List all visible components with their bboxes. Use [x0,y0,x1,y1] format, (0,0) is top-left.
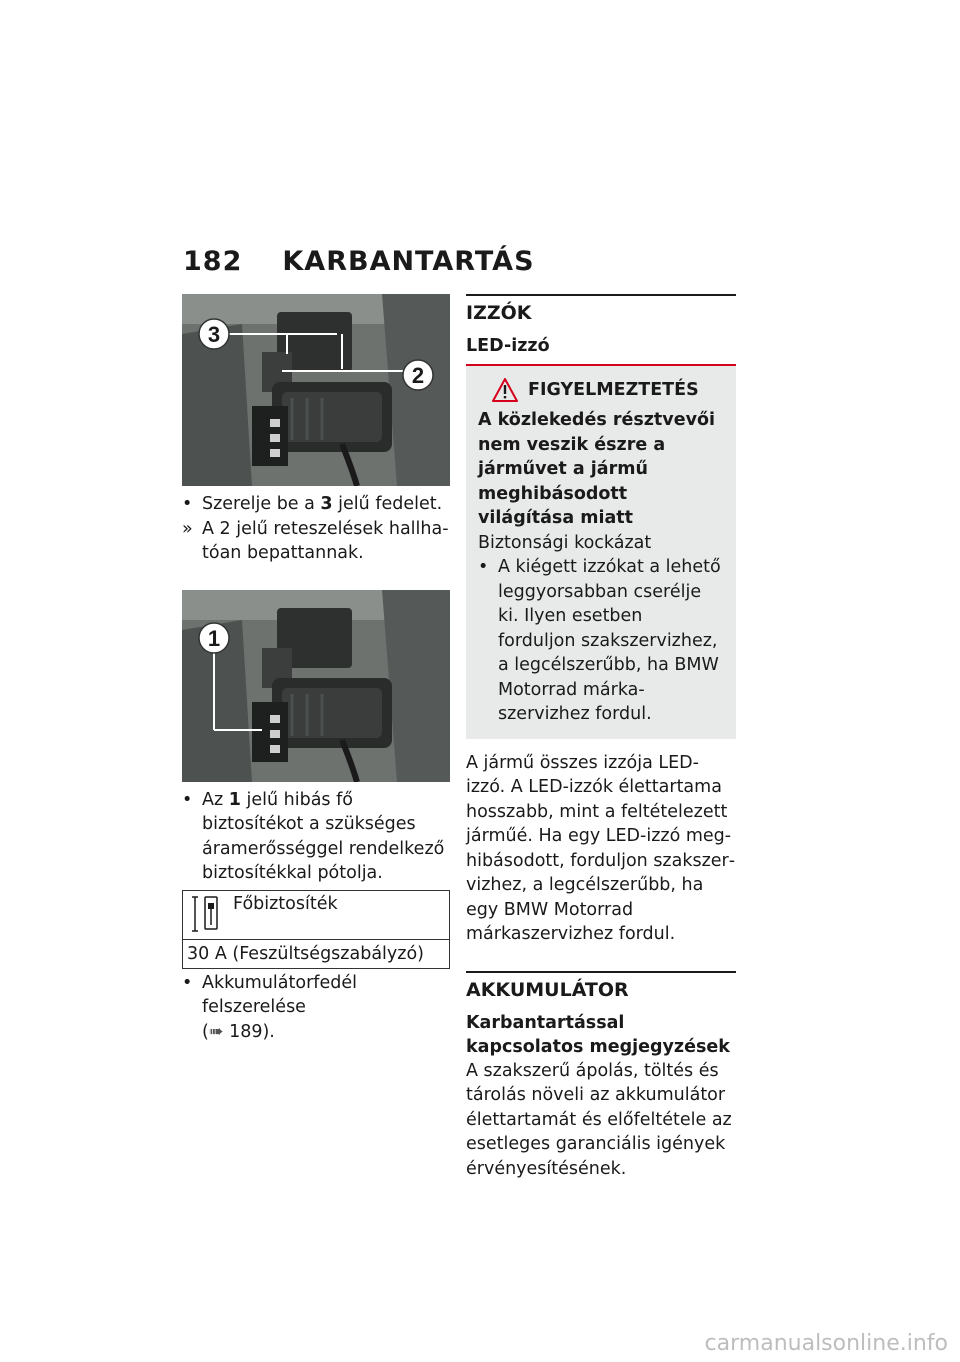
fuse-icon [183,891,233,937]
fuse-spec-table [182,890,450,969]
photo-cover-install [182,294,450,486]
section-title-bulbs: IZZÓK [466,302,532,324]
photo-main-fuse [182,590,450,782]
page-number: 182 [183,246,243,277]
result-item [182,517,450,566]
chapter-title: KARBANTARTÁS [282,246,535,277]
bullet-mark: • [182,972,193,993]
right-column [466,294,736,1181]
step-install-cover [182,492,450,566]
list-item: • Szerelje be a 3 jelű fedelet. [182,492,450,517]
callout-1: 1 [207,625,221,651]
warning-title: FIGYELMEZTETÉS [528,380,699,400]
result-mark: » [182,518,193,539]
result-text: A 2 jelű reteszelések hallhatóan bepattannak. [202,518,449,563]
bullet-mark: • [478,557,489,577]
step-replace-fuse [182,788,450,886]
subsection-maintenance-notes: Karbantartással kapcsolatos megjegyzések [466,1012,730,1057]
led-info-paragraph: A jármű összes izzója LED-izzó. A LED-izzók élettartama hosszabb, mint a feltételezett járműé. Ha egy LED-izzó meghibásodott, forduljon szakszervizhez, a legcélszerűbb, ha egy BMW Motorrad márkaszervizhez fordul. [466,752,736,944]
watermark: carmanualsonline.info [704,1331,948,1356]
warning-box [466,366,736,739]
list-item: • Akkumulátorfedél felszerelése (➠ 189). [182,972,357,1042]
subsection-led-bulb: LED-izzó [466,336,550,356]
section-title-battery: AKKUMULÁTOR [466,978,629,1001]
warning-triangle-icon [492,378,518,402]
callout-2: 2 [411,363,425,388]
bullet-mark: • [182,789,193,810]
step-battery-cover [182,971,450,1045]
section-divider [466,971,736,973]
photo-main-fuse-drawing [182,590,450,782]
warning-risk: Biztonsági kockázat [478,532,652,553]
battery-info-paragraph: A szakszerű ápolás, töltés és tárolás növeli az akkumulátor élettartamát és előfeltétele az esetleges garanciális igények érvényesítésének. [466,1060,732,1179]
page-ref-arrow-icon: ➠ [208,1021,224,1042]
photo-cover-install-drawing [182,294,450,486]
fuse-spec-value: 30 A (Feszültségszabályzó) [187,943,424,964]
section-divider [466,294,736,296]
callout-3: 3 [207,322,221,347]
warning-cause: A közlekedés résztvevői nem veszik észre a járművet a jármű meghibásodott világítása miatt [478,410,715,528]
warning-heading [492,378,724,402]
bullet-mark: • [182,494,193,514]
left-column [182,294,450,1044]
page-header [183,246,535,277]
warning-instruction: • A kiégett izzókat a lehető leggyorsabban cserélje ki. Ilyen esetben forduljon szakszervizhez, a legcélszerűbb, ha BMW Motorrad márkaszervizhez fordul. [478,557,721,724]
fuse-spec-header [183,891,449,940]
fuse-spec-label: Főbiztosíték [233,893,338,914]
page-ref-number[interactable]: 189 [229,1021,263,1042]
list-item: • Az 1 jelű hibás fő biztosítékot a szükséges áramerősséggel rendelkező biztosítékkal pótolja. [182,789,445,883]
